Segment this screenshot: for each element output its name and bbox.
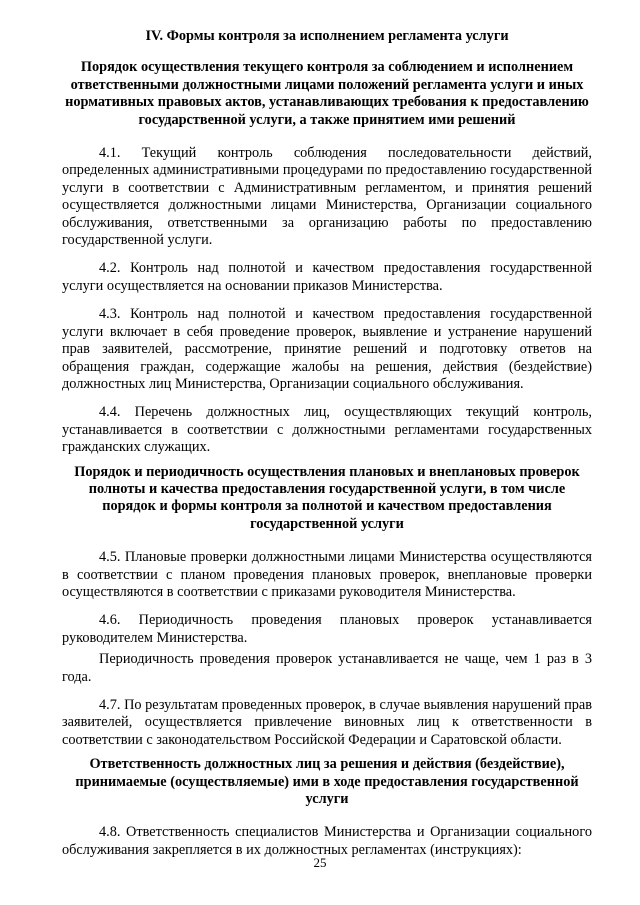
paragraph-4-5: 4.5. Плановые проверки должностными лицами Министерства осуществляются в соответствии с планом проведения плановых проверок, внеплановые проверки осуществляются в соответствии с приказами руководителя Министерства. xyxy=(62,549,592,600)
paragraph-4-2: 4.2. Контроль над полнотой и качеством предоставления государственной услуги осуществляется на основании приказов Министерства. xyxy=(62,260,592,294)
paragraph-4-3: 4.3. Контроль над полнотой и качеством предоставления государственной услуги включает в себя проведение проверок, выявление и устранение нарушений прав заявителей, рассмотрение, принятие решений и подготовку ответов на обращения граждан, содержащие жалобы на решения, действия (бездействие) должностных лиц Министерства, Организации социального обслуживания. xyxy=(62,306,592,392)
page-number: 25 xyxy=(313,855,327,870)
subsection-heading-inspections: Порядок и периодичность осуществления плановых и внеплановых проверок полноты и качества предоставления государственной услуги, в том числе порядок и формы контроля за полнотой и качеством предоставления государственной услуги xyxy=(74,463,580,532)
paragraph-4-7: 4.7. По результатам проведенных проверок, в случае выявления нарушений прав заявителей, осуществляется привлечение виновных лиц к ответственности в соответствии с законодательством Российской Федерации и Саратовской области. xyxy=(62,697,592,748)
paragraph-4-6: 4.6. Периодичность проведения плановых проверок устанавливается руководителем Министерства. xyxy=(62,612,592,646)
document-page xyxy=(62,28,592,859)
paragraph-4-4: 4.4. Перечень должностных лиц, осуществляющих текущий контроль, устанавливается в соответствии с должностными регламентами государственных гражданских служащих. xyxy=(62,404,592,456)
section-title: IV. Формы контроля за исполнением регламента услуги xyxy=(145,28,509,44)
paragraph-4-1: 4.1. Текущий контроль соблюдения последовательности действий, определенных административными процедурами по предоставлению государственной услуги в соответствии с Административным регламентом, и принятия решений осуществляется должностными лицами Министерства, Организации социального обслуживания, ответственными за организацию работы по предоставлению государственной услуги. xyxy=(62,145,592,249)
paragraph-4-8: 4.8. Ответственность специалистов Министерства и Организации социального обслуживания закрепляется в их должностных регламентах (инструкциях): xyxy=(62,824,592,858)
paragraph-4-6-periodicity: Периодичность проведения проверок устанавливается не чаще, чем 1 раз в 3 года. xyxy=(62,651,592,685)
subsection-heading-responsibility: Ответственность должностных лиц за решения и действия (бездействие), принимаемые (осуществляемые) ими в ходе предоставления государственной услуги xyxy=(75,756,579,808)
subsection-heading-current-control: Порядок осуществления текущего контроля за соблюдением и исполнением ответственными должностными лицами положений регламента услуги и иных нормативных правовых актов, устанавливающих требования к предоставлению государственной услуги, а также принятием ими решений xyxy=(65,59,589,128)
